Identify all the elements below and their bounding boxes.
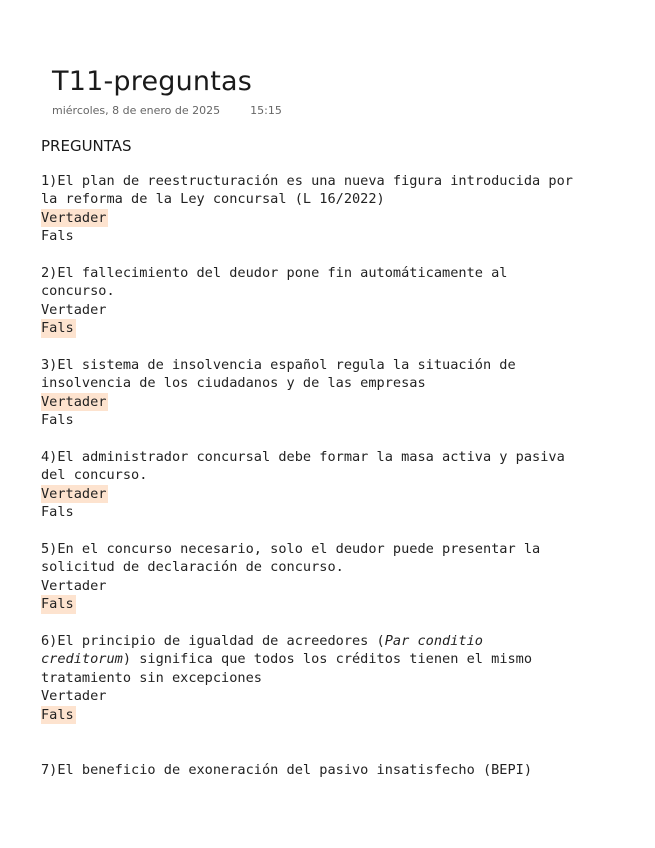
option-false[interactable]: Fals <box>41 412 74 429</box>
option-true[interactable]: Vertader <box>41 301 107 318</box>
option-false-selected[interactable]: Fals <box>41 706 74 723</box>
option-false-selected[interactable]: Fals <box>41 596 74 613</box>
question-5 <box>41 540 641 614</box>
note-time: 15:15 <box>250 104 282 117</box>
option-true-selected[interactable]: Vertader <box>41 485 107 502</box>
question-text-line[interactable]: solicitud de declaración de concurso. <box>41 559 344 576</box>
option-true-selected[interactable]: Vertader <box>41 209 107 226</box>
note-timestamp <box>52 104 282 117</box>
question-text-line[interactable]: concurso. <box>41 283 115 300</box>
note-date: miércoles, 8 de enero de 2025 <box>52 104 221 117</box>
question-text-line[interactable]: 2)El fallecimiento del deudor pone fin automáticamente al <box>41 265 508 282</box>
option-true[interactable]: Vertader <box>41 688 107 705</box>
question-4 <box>41 448 641 522</box>
question-2 <box>41 264 641 338</box>
question-text-italic: creditorum <box>41 651 123 668</box>
option-false[interactable]: Fals <box>41 228 74 245</box>
question-1 <box>41 172 641 246</box>
question-text-line[interactable] <box>41 632 641 650</box>
question-text-line[interactable]: 1)El plan de reestructuración es una nueva figura introducida por <box>41 173 573 189</box>
question-7 <box>41 761 641 779</box>
question-text-line[interactable]: tratamiento sin excepciones <box>41 669 262 686</box>
question-text: ) significa que todos los créditos tienen el mismo <box>122 651 533 668</box>
question-text-line[interactable]: la reforma de la Ley concursal (L 16/2022) <box>41 191 385 208</box>
page-title: T11-preguntas <box>52 66 253 97</box>
question-text-line[interactable] <box>41 650 641 668</box>
question-text-line[interactable]: 4)El administrador concursal debe formar la masa activa y pasiva <box>41 449 565 466</box>
option-false-selected[interactable]: Fals <box>41 320 74 337</box>
question-text-line[interactable]: 7)El beneficio de exoneración del pasivo insatisfecho (BEPI) <box>41 761 533 778</box>
question-text-line[interactable]: insolvencia de los ciudadanos y de las empresas <box>41 375 426 392</box>
option-true-selected[interactable]: Vertader <box>41 393 107 410</box>
question-text-line[interactable]: 5)En el concurso necesario, solo el deudor puede presentar la <box>41 541 541 558</box>
question-text-line[interactable]: del concurso. <box>41 467 148 484</box>
option-false[interactable]: Fals <box>41 504 74 521</box>
question-text-line[interactable]: 3)El sistema de insolvencia español regula la situación de <box>41 357 516 374</box>
section-heading: PREGUNTAS <box>41 137 132 155</box>
question-3 <box>41 356 641 430</box>
question-text: 6)El principio de igualdad de acreedores ( <box>41 633 385 650</box>
question-list <box>41 172 641 779</box>
option-true[interactable]: Vertader <box>41 577 107 594</box>
question-6 <box>41 632 641 724</box>
question-text-italic: Par conditio <box>384 633 483 650</box>
